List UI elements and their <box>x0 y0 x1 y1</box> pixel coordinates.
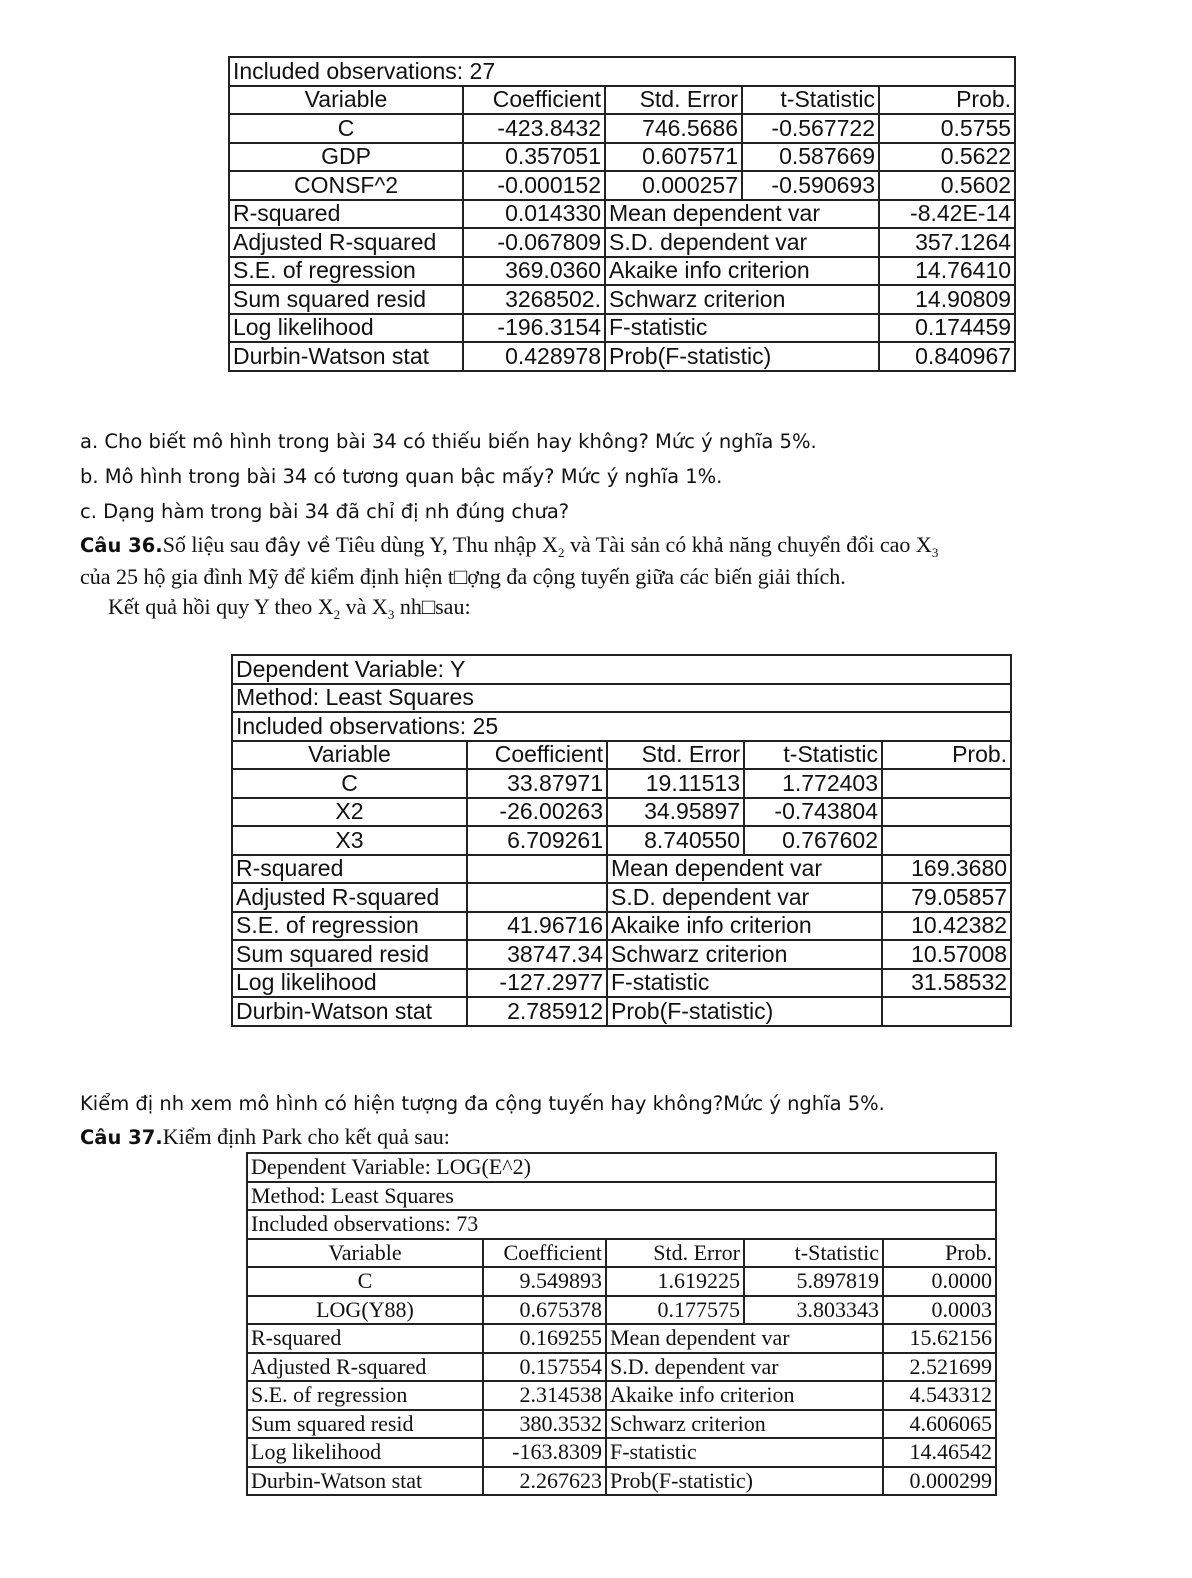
stats-row <box>232 912 1011 941</box>
column-header: Prob. <box>883 1239 996 1268</box>
column-header: t-Statistic <box>744 1239 883 1268</box>
stat-value: -0.067809 <box>463 228 605 257</box>
column-header: Coefficient <box>483 1239 606 1268</box>
stat-label: R-squared <box>247 1324 483 1353</box>
cau36-line2: của 25 hộ gia đình Mỹ để kiểm định hiện t□ợng đa cộng tuyến giữa các biến giải thích. <box>80 564 846 589</box>
observations-header: Included observations: 25 <box>232 712 1011 741</box>
subscript: 3 <box>931 544 939 560</box>
cau37-line <box>80 1124 450 1150</box>
stat-label: Mean dependent var <box>606 1324 883 1353</box>
stat-value: 4.606065 <box>883 1410 996 1439</box>
stats-row <box>247 1410 996 1439</box>
coefficient-cell: 9.549893 <box>483 1267 606 1296</box>
dependent-variable-header: Dependent Variable: Y <box>232 655 1011 684</box>
table-column-headers <box>247 1239 996 1268</box>
stats-row <box>229 285 1015 314</box>
column-header: Std. Error <box>605 86 742 115</box>
stat-value: 2.521699 <box>883 1353 996 1382</box>
stat-value: 0.840967 <box>879 342 1015 371</box>
stats-row <box>247 1467 996 1496</box>
std-error-cell: 0.177575 <box>606 1296 744 1325</box>
stats-row <box>229 314 1015 343</box>
stat-label: F-statistic <box>605 314 879 343</box>
stat-label: Prob(F-statistic) <box>606 1467 883 1496</box>
stat-value: 0.169255 <box>483 1324 606 1353</box>
stat-label: F-statistic <box>607 969 882 998</box>
stat-label: Akaike info criterion <box>605 257 879 286</box>
stat-value <box>467 855 607 884</box>
variable-cell: C <box>232 769 467 798</box>
subscript: 3 <box>387 606 395 622</box>
stat-value: 14.76410 <box>879 257 1015 286</box>
stat-value: 2.314538 <box>483 1381 606 1410</box>
column-header: Variable <box>229 86 463 115</box>
question-number: Câu 36. <box>80 534 163 557</box>
stat-value: 0.000299 <box>883 1467 996 1496</box>
observations-header: Included observations: 73 <box>247 1210 996 1239</box>
stat-value: 14.46542 <box>883 1438 996 1467</box>
prob-cell: 0.5755 <box>879 114 1015 143</box>
stat-value: 0.014330 <box>463 200 605 229</box>
stat-value: -8.42E-14 <box>879 200 1015 229</box>
t-stat-cell: 1.772403 <box>744 769 882 798</box>
stat-value: 79.05857 <box>882 883 1011 912</box>
dependent-variable-header: Dependent Variable: LOG(E^2) <box>247 1153 996 1182</box>
column-header: t-Statistic <box>744 741 882 770</box>
coefficient-cell: 33.87971 <box>467 769 607 798</box>
table-row <box>232 798 1011 827</box>
stat-label: Schwarz criterion <box>607 940 882 969</box>
std-error-cell: 8.740550 <box>607 826 744 855</box>
variable-cell: C <box>229 114 463 143</box>
regression-table-3 <box>246 1152 997 1496</box>
variable-cell: X2 <box>232 798 467 827</box>
stat-label: S.E. of regression <box>232 912 467 941</box>
t-stat-cell: -0.743804 <box>744 798 882 827</box>
table-column-headers <box>232 741 1011 770</box>
table-header: Included observations: 27 <box>229 57 1015 86</box>
prob-cell: 0.0003 <box>883 1296 996 1325</box>
stat-label: S.D. dependent var <box>605 228 879 257</box>
stat-label: Log likelihood <box>247 1438 483 1467</box>
stat-value <box>467 883 607 912</box>
column-header: Variable <box>232 741 467 770</box>
variable-cell: CONSF^2 <box>229 171 463 200</box>
stat-label: S.E. of regression <box>247 1381 483 1410</box>
stat-label: Durbin-Watson stat <box>232 997 467 1026</box>
column-header: t-Statistic <box>742 86 879 115</box>
coefficient-cell: 0.675378 <box>483 1296 606 1325</box>
coefficient-cell: -26.00263 <box>467 798 607 827</box>
std-error-cell: 34.95897 <box>607 798 744 827</box>
stat-label: Schwarz criterion <box>606 1410 883 1439</box>
prob-cell <box>882 769 1011 798</box>
variable-cell: C <box>247 1267 483 1296</box>
stats-row <box>232 855 1011 884</box>
t-stat-cell: -0.590693 <box>742 171 879 200</box>
column-header: Std. Error <box>607 741 744 770</box>
stat-value: 0.157554 <box>483 1353 606 1382</box>
t-stat-cell: -0.567722 <box>742 114 879 143</box>
prob-cell: 0.5602 <box>879 171 1015 200</box>
subscript: 2 <box>557 544 565 560</box>
table-row <box>229 171 1015 200</box>
stat-value: 3268502. <box>463 285 605 314</box>
stat-label: Adjusted R-squared <box>229 228 463 257</box>
stat-label: Mean dependent var <box>607 855 882 884</box>
column-header: Coefficient <box>463 86 605 115</box>
stat-value: -196.3154 <box>463 314 605 343</box>
table-row <box>247 1267 996 1296</box>
t-stat-cell: 0.767602 <box>744 826 882 855</box>
stat-label: Durbin-Watson stat <box>247 1467 483 1496</box>
stat-label: Prob(F-statistic) <box>607 997 882 1026</box>
column-header: Prob. <box>879 86 1015 115</box>
method-header: Method: Least Squares <box>247 1182 996 1211</box>
std-error-cell: 0.000257 <box>605 171 742 200</box>
std-error-cell: 19.11513 <box>607 769 744 798</box>
stat-value: 14.90809 <box>879 285 1015 314</box>
std-error-cell: 0.607571 <box>605 143 742 172</box>
stat-label: S.D. dependent var <box>606 1353 883 1382</box>
column-header: Std. Error <box>606 1239 744 1268</box>
stat-value: 2.267623 <box>483 1467 606 1496</box>
stat-label: Schwarz criterion <box>605 285 879 314</box>
paragraph-text: Số liệu sau <box>162 532 265 557</box>
table-column-headers <box>229 86 1015 115</box>
paragraph-text: Tiêu dùng Y, Thu nhập X <box>330 532 558 557</box>
multicollinearity-question: Kiểm đị nh xem mô hình có hiện tượng đa cộng tuyến hay không?Mức ý nghĩa 5%. <box>80 1092 885 1115</box>
stat-value: 380.3532 <box>483 1410 606 1439</box>
coefficient-cell: -0.000152 <box>463 171 605 200</box>
stat-label: Adjusted R-squared <box>232 883 467 912</box>
question-b: b. Mô hình trong bài 34 có tương quan bậc mấy? Mức ý nghĩa 1%. <box>80 465 723 488</box>
question-a: a. Cho biết mô hình trong bài 34 có thiếu biến hay không? Mức ý nghĩa 5%. <box>80 430 817 453</box>
coefficient-cell: 0.357051 <box>463 143 605 172</box>
t-stat-cell: 5.897819 <box>744 1267 883 1296</box>
regression-table-1 <box>228 56 1016 372</box>
stat-label: Sum squared resid <box>247 1410 483 1439</box>
stats-row <box>247 1438 996 1467</box>
method-header: Method: Least Squares <box>232 684 1011 713</box>
stat-label: Akaike info criterion <box>606 1381 883 1410</box>
stat-value: 15.62156 <box>883 1324 996 1353</box>
stats-row <box>247 1324 996 1353</box>
stats-row <box>247 1353 996 1382</box>
variable-cell: X3 <box>232 826 467 855</box>
cau36-line1 <box>80 532 938 561</box>
stats-row <box>232 883 1011 912</box>
stat-label: R-squared <box>229 200 463 229</box>
coefficient-cell: 6.709261 <box>467 826 607 855</box>
coefficient-cell: -423.8432 <box>463 114 605 143</box>
table-row <box>247 1296 996 1325</box>
paragraph-text: nh□sau: <box>394 594 471 619</box>
stat-value: 4.543312 <box>883 1381 996 1410</box>
stat-value: 357.1264 <box>879 228 1015 257</box>
std-error-cell: 746.5686 <box>605 114 742 143</box>
stat-value: 41.96716 <box>467 912 607 941</box>
stat-value: 369.0360 <box>463 257 605 286</box>
stat-value <box>882 997 1011 1026</box>
stats-row <box>232 997 1011 1026</box>
prob-cell <box>882 798 1011 827</box>
paragraph-text: và Tài sản có khả năng chuyển đổi cao X <box>564 532 932 557</box>
stat-label: Prob(F-statistic) <box>605 342 879 371</box>
stat-value: 169.3680 <box>882 855 1011 884</box>
prob-cell: 0.0000 <box>883 1267 996 1296</box>
stat-value: -127.2977 <box>467 969 607 998</box>
paragraph-text: Kiểm định Park cho kết quả sau: <box>162 1124 450 1149</box>
regression-table-2 <box>231 654 1012 1027</box>
prob-cell <box>882 826 1011 855</box>
std-error-cell: 1.619225 <box>606 1267 744 1296</box>
stats-row <box>232 969 1011 998</box>
paragraph-text: và X <box>340 594 388 619</box>
stat-label: Log likelihood <box>229 314 463 343</box>
stat-label: Log likelihood <box>232 969 467 998</box>
stat-label: Durbin-Watson stat <box>229 342 463 371</box>
stats-row <box>247 1381 996 1410</box>
prob-cell: 0.5622 <box>879 143 1015 172</box>
stat-value: 38747.34 <box>467 940 607 969</box>
variable-cell: LOG(Y88) <box>247 1296 483 1325</box>
stat-value: 31.58532 <box>882 969 1011 998</box>
stat-value: 0.174459 <box>879 314 1015 343</box>
stats-row <box>229 342 1015 371</box>
question-number: Câu 37. <box>80 1126 163 1149</box>
table-row <box>229 143 1015 172</box>
stat-value: 10.57008 <box>882 940 1011 969</box>
stat-label: S.E. of regression <box>229 257 463 286</box>
table-row <box>232 826 1011 855</box>
variable-cell: GDP <box>229 143 463 172</box>
stats-row <box>229 228 1015 257</box>
paragraph-text: Kết quả hồi quy Y theo X <box>108 594 334 619</box>
stats-row <box>229 257 1015 286</box>
t-stat-cell: 3.803343 <box>744 1296 883 1325</box>
t-stat-cell: 0.587669 <box>742 143 879 172</box>
column-header: Variable <box>247 1239 483 1268</box>
stat-label: Akaike info criterion <box>607 912 882 941</box>
table-row <box>232 769 1011 798</box>
table-row <box>229 114 1015 143</box>
stats-row <box>229 200 1015 229</box>
stat-label: Sum squared resid <box>229 285 463 314</box>
stat-value: 10.42382 <box>882 912 1011 941</box>
stat-label: R-squared <box>232 855 467 884</box>
stats-row <box>232 940 1011 969</box>
column-header: Coefficient <box>467 741 607 770</box>
stat-value: 2.785912 <box>467 997 607 1026</box>
paragraph-text: đây về <box>264 534 331 557</box>
question-c: c. Dạng hàm trong bài 34 đã chỉ đị nh đúng chưa? <box>80 500 570 523</box>
stat-label: S.D. dependent var <box>607 883 882 912</box>
stat-value: 0.428978 <box>463 342 605 371</box>
stat-label: Adjusted R-squared <box>247 1353 483 1382</box>
stat-label: Mean dependent var <box>605 200 879 229</box>
cau36-line3 <box>108 594 471 623</box>
subscript: 2 <box>333 606 341 622</box>
stat-value: -163.8309 <box>483 1438 606 1467</box>
column-header: Prob. <box>882 741 1011 770</box>
stat-label: Sum squared resid <box>232 940 467 969</box>
stat-label: F-statistic <box>606 1438 883 1467</box>
